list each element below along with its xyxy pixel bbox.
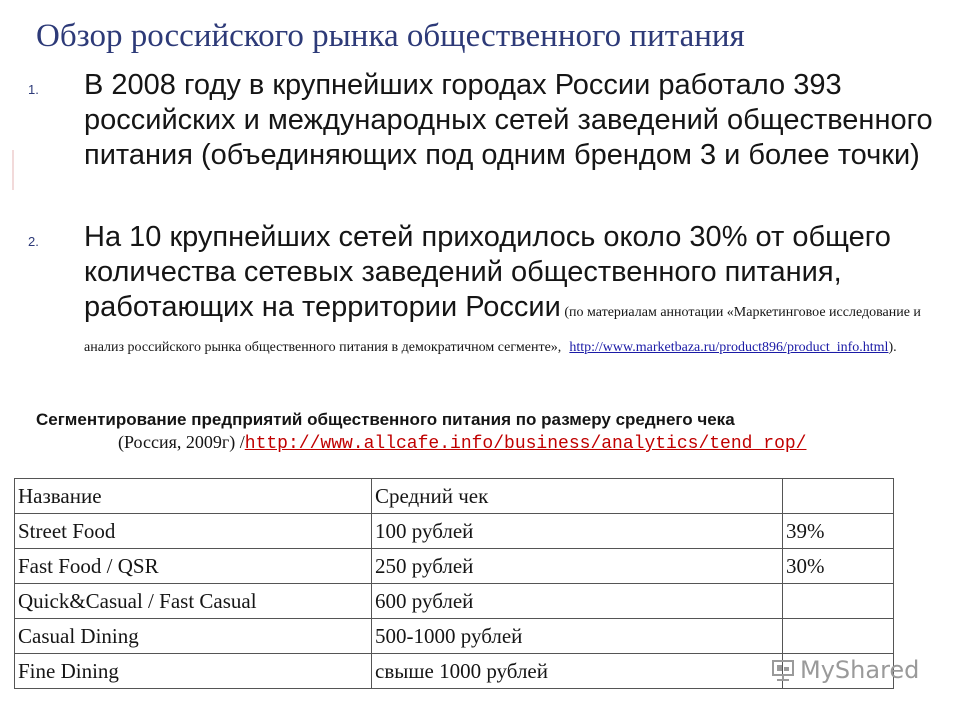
table-header-row [15, 479, 894, 514]
list-item: В 2008 году в крупнейших городах России работало 393 российских и международных сетей заведений общественного питания (объединяющих под одним брендом 3 и более точки) [84, 69, 933, 171]
table-row [15, 619, 894, 654]
cell-check: 250 рублей [372, 549, 783, 584]
list-item [84, 220, 944, 365]
cell-check: 100 рублей [372, 514, 783, 549]
table-row [15, 549, 894, 584]
segmentation-subtitle [118, 432, 806, 454]
table-row [15, 654, 894, 689]
header-cell-check: Средний чек [372, 479, 783, 514]
decorative-bar [12, 150, 14, 190]
segmentation-link[interactable]: http://www.allcafe.info/business/analytics/tend_rop/ [244, 434, 807, 454]
cell-share: 39% [783, 514, 894, 549]
source-end: ). [888, 340, 897, 355]
cell-share: 30% [783, 549, 894, 584]
cell-name: Fine Dining [15, 654, 372, 689]
cell-share [783, 584, 894, 619]
table-row [15, 514, 894, 549]
list-number: 2. [28, 234, 39, 249]
segmentation-heading: Сегментирование предприятий общественного питания по размеру среднего чека [36, 410, 735, 429]
watermark-text: MyShared [800, 656, 920, 684]
cell-check: свыше 1000 рублей [372, 654, 783, 689]
watermark [770, 656, 919, 684]
cell-name: Casual Dining [15, 619, 372, 654]
source-note: (по материалам аннотации «Маркетинговое исследование и анализ российского рынка общественного питания в демократичном сегменте», [84, 305, 921, 355]
segmentation-table [14, 478, 894, 689]
list-number: 1. [28, 82, 39, 97]
cell-check: 500-1000 рублей [372, 619, 783, 654]
cell-name: Quick&Casual / Fast Casual [15, 584, 372, 619]
cell-name: Fast Food / QSR [15, 549, 372, 584]
segmentation-source-label: (Россия, 2009г) / [118, 432, 245, 452]
table-row [15, 584, 894, 619]
list-item-text: На 10 крупнейших сетей приходилось около 30% от общего количества сетевых заведений общественного питания, работающих на территории России [84, 221, 891, 323]
cell-check: 600 рублей [372, 584, 783, 619]
source-link[interactable]: http://www.marketbaza.ru/product896/product_info.html [569, 340, 889, 355]
header-cell-share [783, 479, 894, 514]
cell-share [783, 619, 894, 654]
presentation-icon [770, 657, 796, 683]
slide-title: Обзор российского рынка общественного питания [36, 18, 745, 54]
header-cell-name: Название [15, 479, 372, 514]
cell-name: Street Food [15, 514, 372, 549]
